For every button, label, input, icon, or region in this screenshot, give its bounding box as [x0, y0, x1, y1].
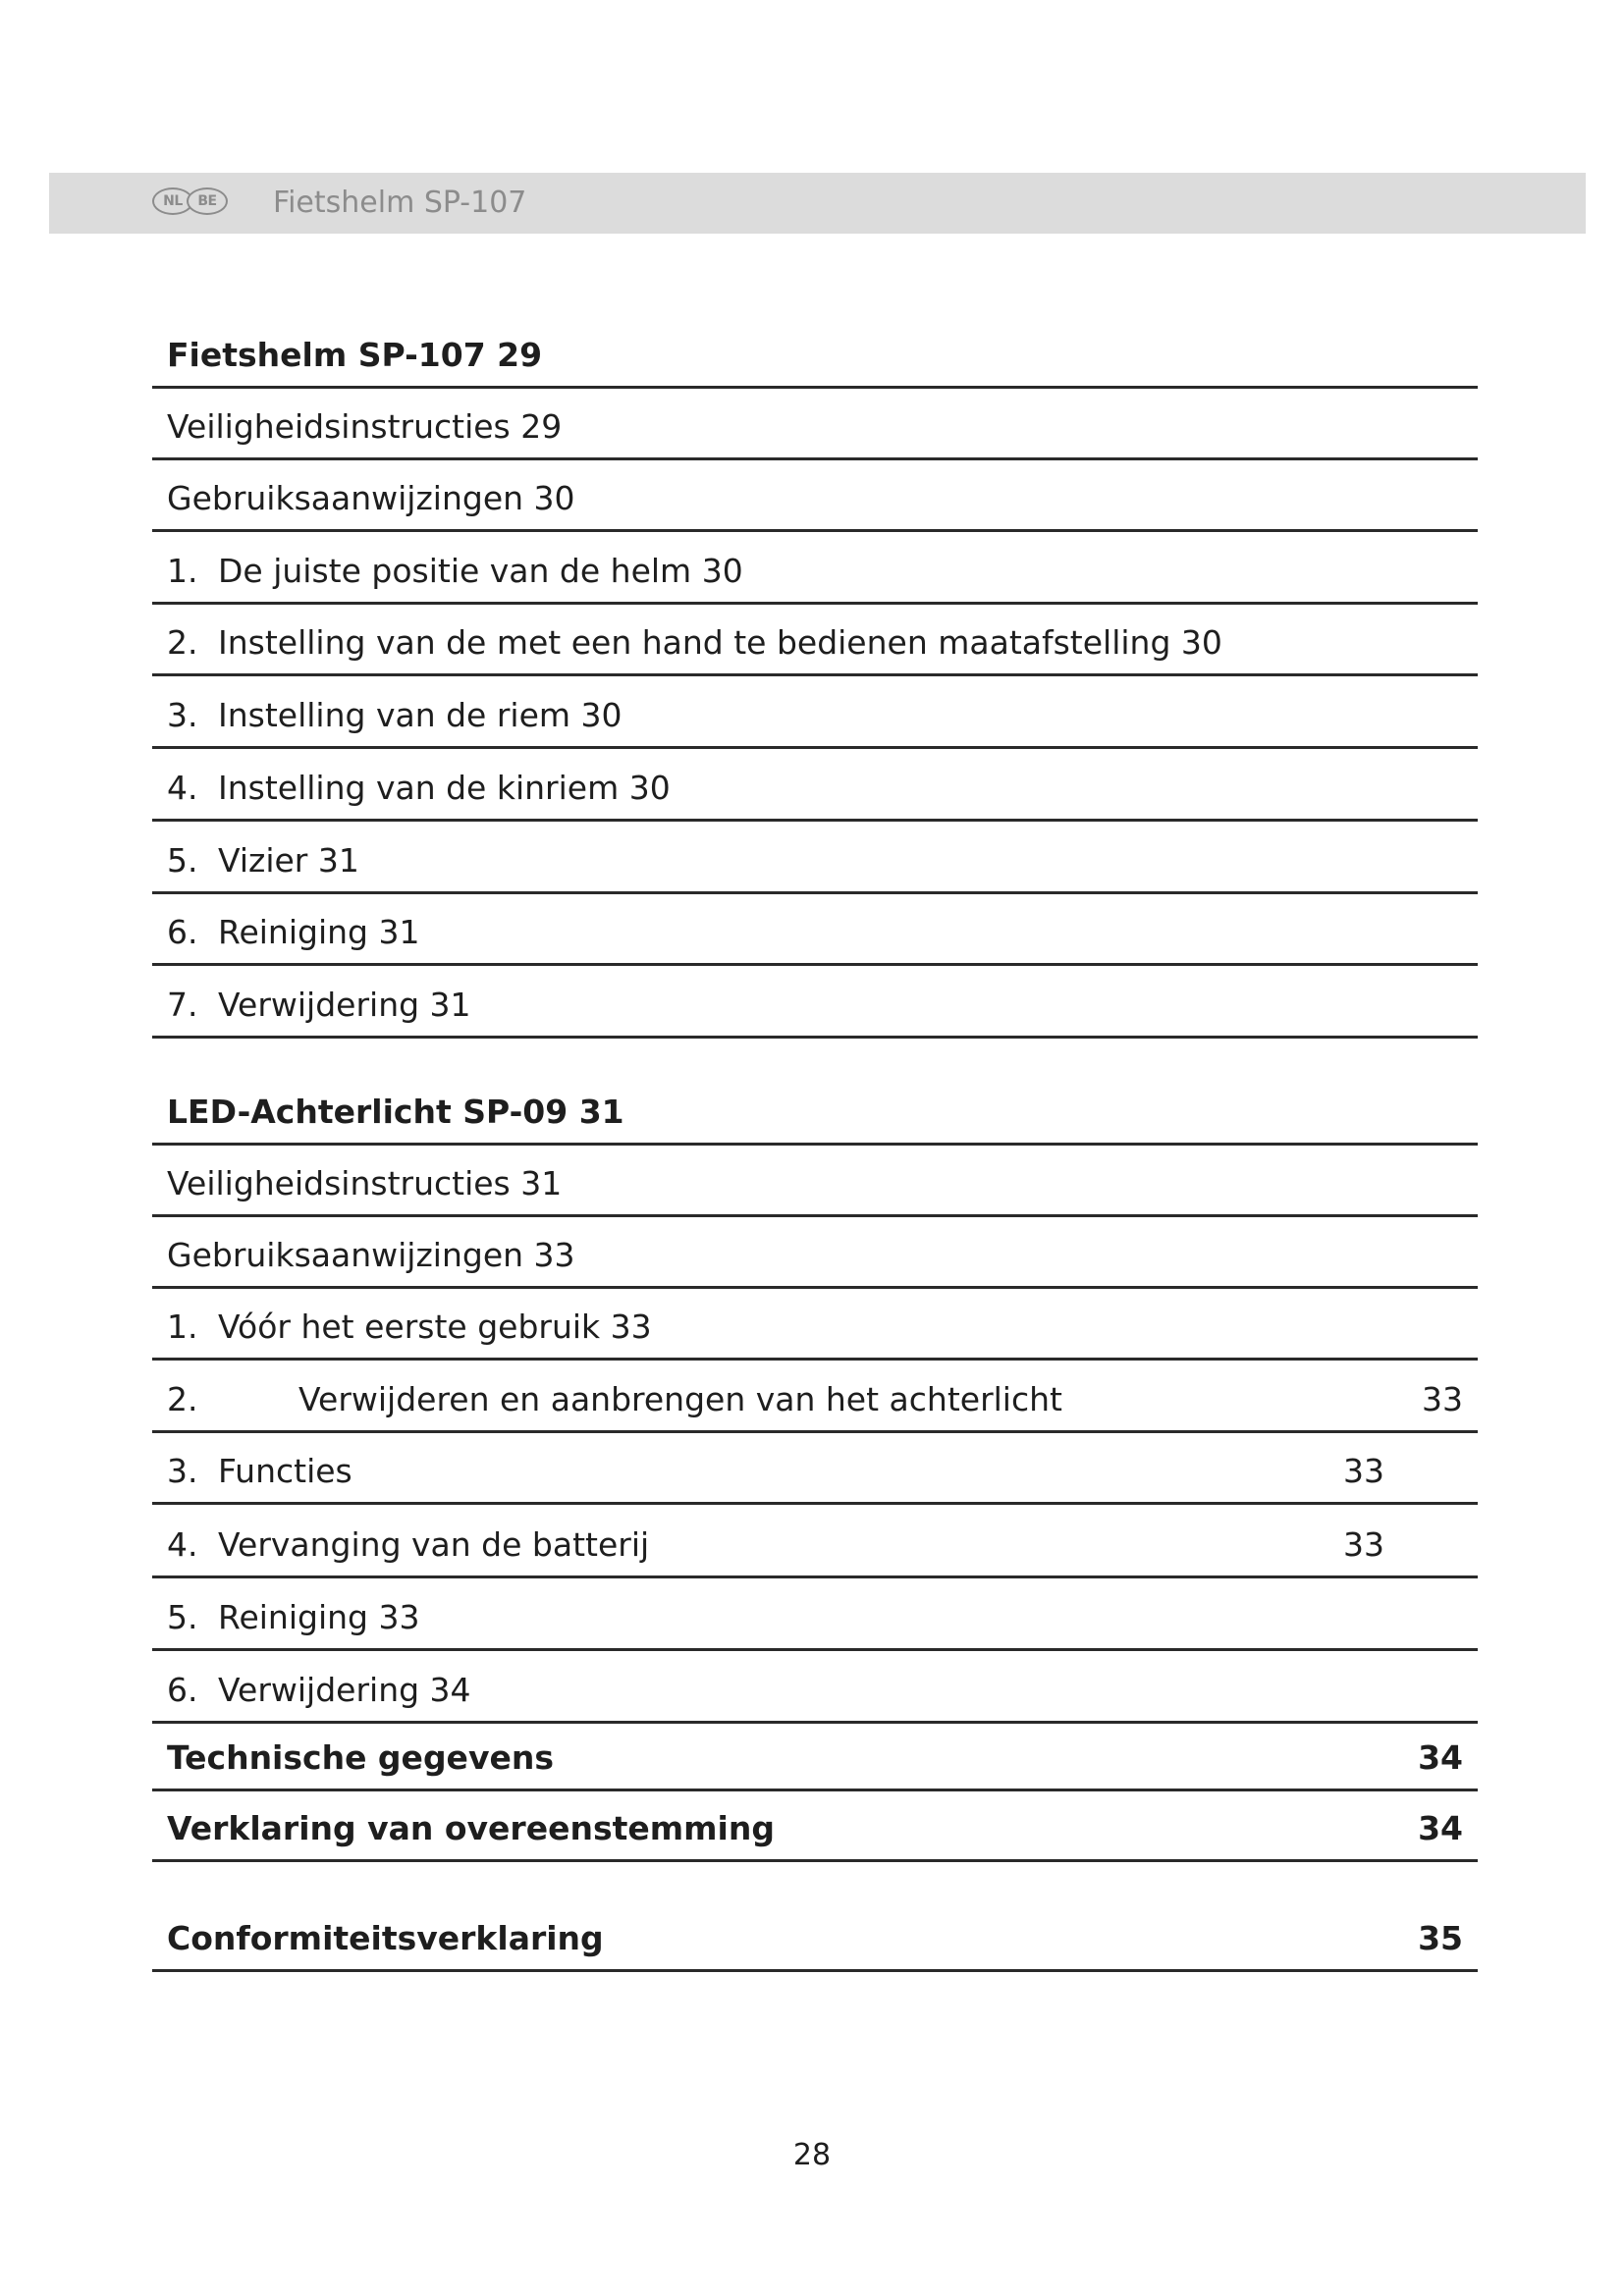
toc-item-number: 6. [167, 913, 198, 951]
toc-item-label: Instelling van de kinriem 30 [218, 769, 671, 807]
toc-item[interactable] [152, 1146, 1478, 1217]
toc-heading-label: Verklaring van overeenstemming [167, 1809, 775, 1847]
toc-item-number: 3. [167, 696, 198, 734]
running-header [49, 173, 1586, 234]
toc-item[interactable] [152, 1507, 1478, 1578]
toc-item[interactable] [152, 894, 1478, 966]
toc-item[interactable] [152, 1652, 1478, 1724]
language-badges [152, 187, 228, 215]
toc-item-label: Veiligheidsinstructies 31 [167, 1164, 563, 1202]
toc-item-page: 33 [1343, 1452, 1384, 1490]
toc-item-label: Vóór het eerste gebruik 33 [218, 1308, 652, 1346]
toc-item[interactable] [152, 1289, 1478, 1361]
toc-item-number: 3. [167, 1452, 198, 1490]
page-number: 28 [792, 2138, 832, 2172]
toc-item-number: 4. [167, 1525, 198, 1564]
toc-item-label: Verwijdering 31 [218, 986, 471, 1024]
toc-item[interactable] [152, 389, 1478, 460]
toc-heading-verklaring[interactable] [152, 1791, 1478, 1862]
toc-heading-label: Conformiteitsverklaring [167, 1919, 604, 1957]
toc-item[interactable] [152, 605, 1478, 676]
toc-item-label: Veiligheidsinstructies 29 [167, 407, 563, 446]
toc-item[interactable] [152, 533, 1478, 605]
toc-item-number: 5. [167, 841, 198, 880]
toc-item-page: 33 [1422, 1380, 1463, 1418]
header-title: Fietshelm SP-107 [273, 186, 527, 220]
toc-item-number: 5. [167, 1598, 198, 1636]
toc-item-label: Functies [218, 1452, 352, 1490]
be-badge-icon: BE [187, 187, 228, 215]
toc-item-number: 1. [167, 1308, 198, 1346]
toc-item-label: Verwijderen en aanbrengen van het achterlicht [298, 1380, 1062, 1418]
toc-item-label: Instelling van de met een hand te bedienen maatafstelling 30 [218, 623, 1222, 662]
toc-item-label: Instelling van de riem 30 [218, 696, 623, 734]
toc-item[interactable] [152, 823, 1478, 894]
toc-heading-conformiteit[interactable] [152, 1900, 1478, 1972]
toc-heading-label: Fietshelm SP-107 29 [167, 336, 543, 374]
toc-item-label: De juiste positie van de helm 30 [218, 552, 743, 590]
toc-heading-led[interactable] [152, 1074, 1478, 1146]
toc-item[interactable] [152, 1362, 1478, 1433]
toc-item-number: 2. [167, 1380, 198, 1418]
toc-heading-technische-gegevens[interactable] [152, 1724, 1478, 1791]
toc-item[interactable] [152, 1433, 1478, 1505]
toc-item-number: 4. [167, 769, 198, 807]
toc-item[interactable] [152, 1217, 1478, 1289]
toc-item-label: Vervanging van de batterij [218, 1525, 650, 1564]
toc-item-label: Reiniging 33 [218, 1598, 420, 1636]
toc-item-label: Gebruiksaanwijzingen 30 [167, 479, 575, 517]
toc-item-number: 2. [167, 623, 198, 662]
toc-item-number: 1. [167, 552, 198, 590]
toc-item[interactable] [152, 750, 1478, 822]
toc-heading-page: 35 [1418, 1919, 1463, 1957]
toc-item[interactable] [152, 1579, 1478, 1651]
toc-heading-fietshelm[interactable] [152, 317, 1478, 389]
toc-item-number: 7. [167, 986, 198, 1024]
toc-item[interactable] [152, 677, 1478, 749]
nl-badge-icon: NL [152, 187, 193, 215]
toc-heading-page: 34 [1418, 1809, 1463, 1847]
toc-item[interactable] [152, 460, 1478, 532]
toc-item-label: Verwijdering 34 [218, 1671, 471, 1709]
toc-heading-page: 34 [1418, 1738, 1463, 1777]
toc-item-label: Vizier 31 [218, 841, 359, 880]
toc-item-label: Reiniging 31 [218, 913, 420, 951]
toc-item-number: 6. [167, 1671, 198, 1709]
toc-heading-label: Technische gegevens [167, 1738, 554, 1777]
toc-item-label: Gebruiksaanwijzingen 33 [167, 1236, 575, 1274]
toc-item-page: 33 [1343, 1525, 1384, 1564]
toc-item[interactable] [152, 967, 1478, 1039]
toc-heading-label: LED-Achterlicht SP-09 31 [167, 1093, 624, 1131]
